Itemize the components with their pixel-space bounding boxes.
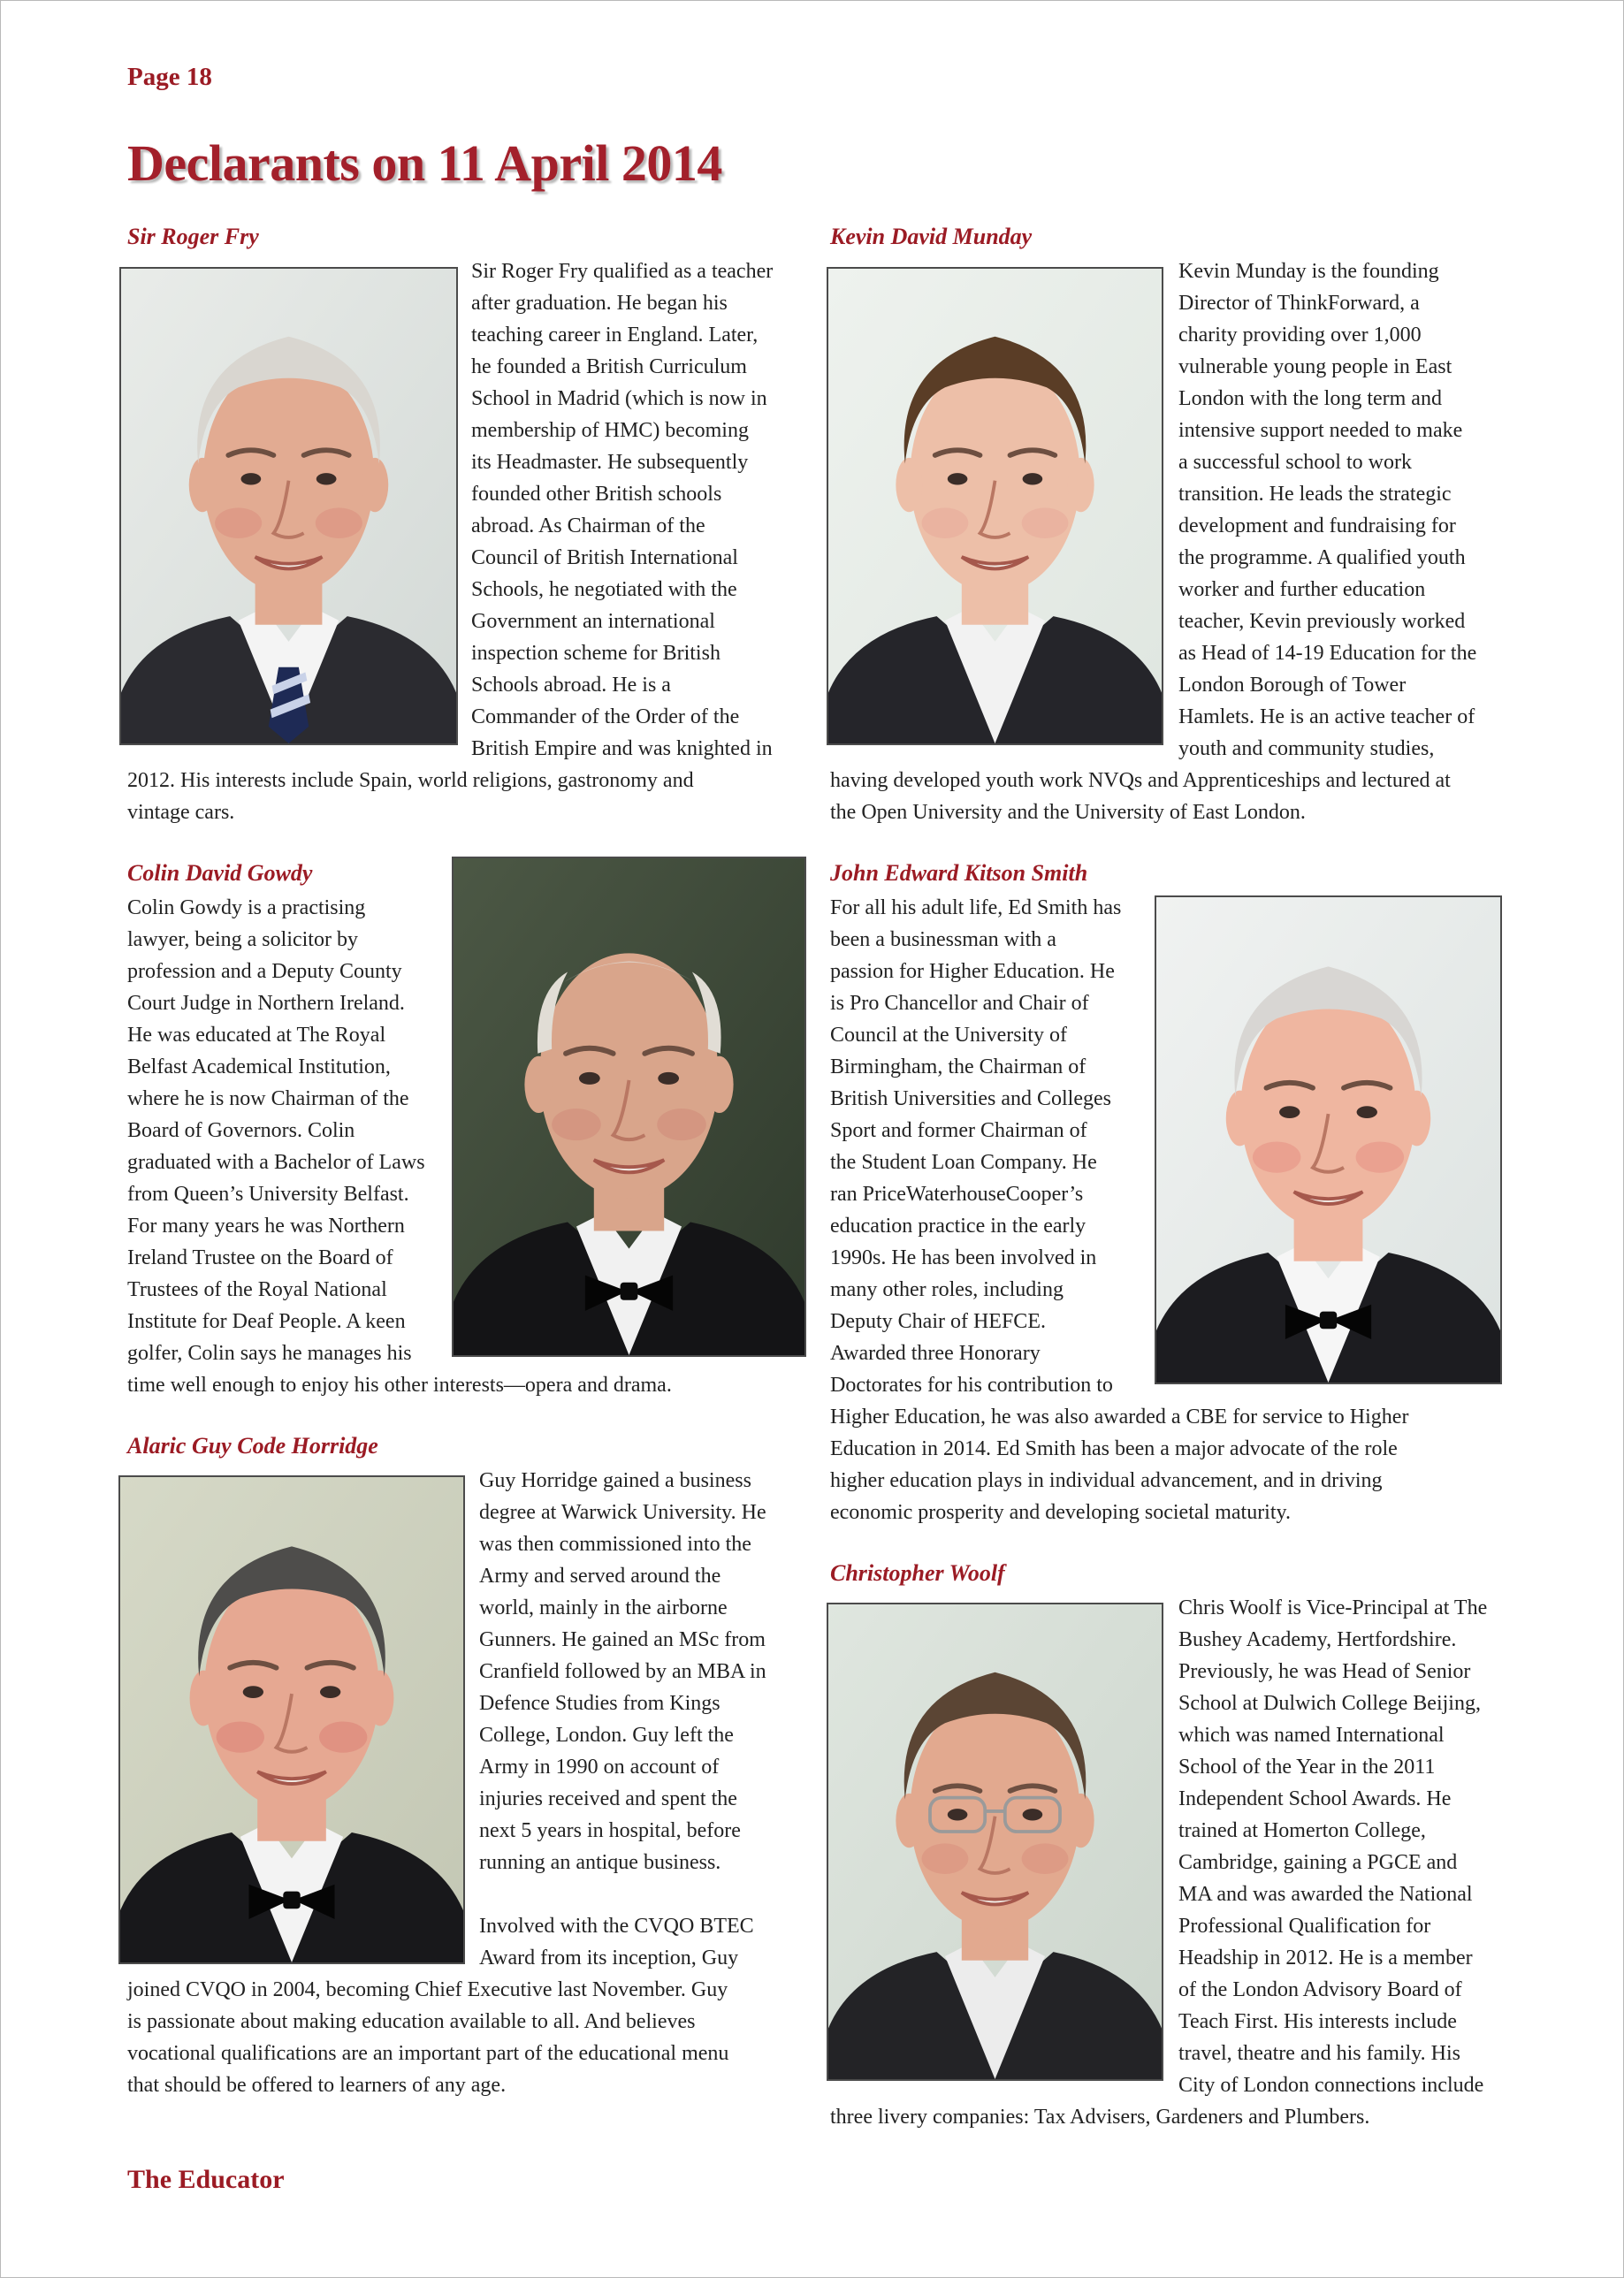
bio-line: transition. He leads the strategic (1178, 483, 1452, 506)
bio-line: the Open University and the University of East London. (830, 801, 1306, 824)
bio-line: Schools abroad. He is a (471, 674, 671, 697)
profile-name: Kevin David Munday (830, 224, 1033, 249)
bio-line: Director of ThinkForward, a (1178, 292, 1420, 315)
bio-line: Board of Governors. Colin (127, 1119, 355, 1142)
bio-line: from Queen’s University Belfast. (127, 1183, 409, 1206)
bio-line: Sport and former Chairman of (830, 1119, 1087, 1142)
bio-line: Bushey Academy, Hertfordshire. (1178, 1628, 1457, 1651)
bio-line: founded other British schools (471, 483, 722, 506)
bio-line: is Pro Chancellor and Chair of (830, 992, 1089, 1015)
bio-line: Teach First. His interests include (1178, 2010, 1457, 2033)
bio-line: Belfast Academical Institution, (127, 1055, 391, 1078)
bio-line: Trustees of the Royal National (127, 1278, 387, 1301)
bio-line: where he is now Chairman of the (127, 1087, 409, 1110)
bio-line: the Student Loan Company. He (830, 1151, 1097, 1174)
bio-line: vocational qualifications are an important part of the educational menu (127, 2042, 729, 2065)
bio-line: vintage cars. (127, 801, 235, 824)
publication-footer: The Educator (127, 2165, 285, 2194)
portrait-photo (827, 267, 1163, 745)
bio-line: Gunners. He gained an MSc from (479, 1628, 766, 1651)
bio-line: charity providing over 1,000 (1178, 324, 1422, 347)
bio-line: abroad. As Chairman of the (471, 514, 705, 537)
bio-line: Chris Woolf is Vice-Principal at The (1178, 1596, 1488, 1619)
bio-line: Commander of the Order of the (471, 705, 740, 728)
bio-line: Guy Horridge gained a business (479, 1469, 751, 1492)
bio-line: which was named International (1178, 1724, 1445, 1747)
bio-line: having developed youth work NVQs and Apprenticeships and lectured at (830, 769, 1451, 792)
bio-line: a successful school to work (1178, 451, 1412, 474)
portrait-photo (827, 1603, 1163, 2081)
bio-line: Independent School Awards. He (1178, 1787, 1452, 1810)
portrait-photo (119, 267, 458, 745)
bio-line: Education in 2014. Ed Smith has been a major advocate of the role (830, 1437, 1398, 1460)
bio-line: is passionate about making education available to all. And believes (127, 2010, 696, 2033)
bio-line: was then commissioned into the (479, 1533, 751, 1556)
bio-line: Army and served around the (479, 1565, 721, 1588)
bio-line: three livery companies: Tax Advisers, Gardeners and Plumbers. (830, 2106, 1370, 2129)
bio-line: teacher, Kevin previously worked (1178, 610, 1466, 633)
bio-line: intensive support needed to make (1178, 419, 1463, 442)
bio-line: teaching career in England. Later, (471, 324, 759, 347)
bio-line: world, mainly in the airborne (479, 1596, 728, 1619)
bio-line: For all his adult life, Ed Smith has (830, 896, 1122, 919)
bio-line: after graduation. He began his (471, 292, 728, 315)
bio-line: membership of HMC) becoming (471, 419, 749, 442)
bio-line: vulnerable young people in East (1178, 355, 1452, 378)
bio-line: 1990s. He has been involved in (830, 1246, 1097, 1269)
bio-line: MA and was awarded the National (1178, 1883, 1473, 1906)
bio-line: been a businessman with a (830, 928, 1056, 951)
bio-line: Court Judge in Northern Ireland. (127, 992, 405, 1015)
profile-name: Christopher Woolf (830, 1560, 1005, 1586)
bio-line: Council at the University of (830, 1024, 1067, 1047)
bio-line: Award from its inception, Guy (479, 1947, 739, 1969)
bio-line: London Borough of Tower (1178, 674, 1407, 697)
bio-line: Kevin Munday is the founding (1178, 260, 1439, 283)
bio-line: British Empire and was knighted in (471, 737, 773, 760)
bio-line: golfer, Colin says he manages his (127, 1342, 412, 1365)
bio-line: Hamlets. He is an active teacher of (1178, 705, 1475, 728)
bio-line: passion for Higher Education. He (830, 960, 1115, 983)
bio-line: worker and further education (1178, 578, 1426, 601)
bio-line: as Head of 14-19 Education for the (1178, 642, 1477, 665)
bio-line: Higher Education, he was also awarded a CBE for service to Higher (830, 1406, 1409, 1429)
bio-line: Birmingham, the Chairman of (830, 1055, 1086, 1078)
bio-line: Cranfield followed by an MBA in (479, 1660, 766, 1683)
bio-line: Council of British International (471, 546, 738, 569)
profile-name: Alaric Guy Code Horridge (127, 1433, 378, 1459)
bio-line: its Headmaster. He subsequently (471, 451, 749, 474)
bio-line: Deputy Chair of HEFCE. (830, 1310, 1046, 1333)
bio-line: graduated with a Bachelor of Laws (127, 1151, 425, 1174)
bio-line: degree at Warwick University. He (479, 1501, 766, 1524)
bio-line: of the London Advisory Board of (1178, 1978, 1462, 2001)
bio-line: For many years he was Northern (127, 1215, 405, 1238)
profile-name: Sir Roger Fry (127, 224, 259, 249)
page-number: Page 18 (127, 63, 212, 91)
bio-line: Professional Qualification for (1178, 1915, 1431, 1938)
bio-line: Colin Gowdy is a practising (127, 896, 366, 919)
bio-line: lawyer, being a solicitor by (127, 928, 358, 951)
bio-line: School in Madrid (which is now in (471, 387, 767, 410)
bio-line: Defence Studies from Kings (479, 1692, 721, 1715)
bio-line: Doctorates for his contribution to (830, 1374, 1113, 1397)
bio-line: Army in 1990 on account of (479, 1756, 720, 1779)
bio-line: many other roles, including (830, 1278, 1064, 1301)
bio-line: Sir Roger Fry qualified as a teacher (471, 260, 774, 283)
bio-line: 2012. His interests include Spain, world religions, gastronomy and (127, 769, 694, 792)
bio-line: running an antique business. (479, 1851, 721, 1874)
bio-line: City of London connections include (1178, 2074, 1484, 2097)
bio-line: School of the Year in the 2011 (1178, 1756, 1436, 1779)
profile-name: Colin David Gowdy (127, 860, 313, 886)
bio-line: next 5 years in hospital, before (479, 1819, 741, 1842)
bio-line: economic prosperity and developing societal maturity. (830, 1501, 1291, 1524)
bio-line: School at Dulwich College Beijing, (1178, 1692, 1481, 1715)
bio-line: time well enough to enjoy his other interests—opera and drama. (127, 1374, 672, 1397)
bio-line: trained at Homerton College, (1178, 1819, 1426, 1842)
bio-line: Awarded three Honorary (830, 1342, 1041, 1365)
page-title: Declarants on 11 April 2014 (127, 134, 722, 192)
bio-line: injuries received and spent the (479, 1787, 737, 1810)
bio-line: Headship in 2012. He is a member (1178, 1947, 1473, 1969)
bio-line: ran PriceWaterhouseCooper’s (830, 1183, 1084, 1206)
bio-line: Government an international (471, 610, 715, 633)
bio-line: joined CVQO in 2004, becoming Chief Executive last November. Guy (127, 1978, 728, 2001)
portrait-photo (1155, 895, 1502, 1384)
bio-line: He was educated at The Royal (127, 1024, 386, 1047)
bio-line: British Universities and Colleges (830, 1087, 1111, 1110)
bio-line: he founded a British Curriculum (471, 355, 747, 378)
bio-line: education practice in the early (830, 1215, 1086, 1238)
bio-line: the programme. A qualified youth (1178, 546, 1466, 569)
bio-line: that should be offered to learners of any age. (127, 2074, 507, 2097)
bio-line: development and fundraising for (1178, 514, 1456, 537)
bio-line: youth and community studies, (1178, 737, 1435, 760)
bio-line: Previously, he was Head of Senior (1178, 1660, 1471, 1683)
bio-line: profession and a Deputy County (127, 960, 402, 983)
bio-line: Cambridge, gaining a PGCE and (1178, 1851, 1458, 1874)
bio-line: College, London. Guy left the (479, 1724, 734, 1747)
portrait-photo (452, 857, 806, 1357)
bio-line: inspection scheme for British (471, 642, 721, 665)
bio-line: Ireland Trustee on the Board of (127, 1246, 393, 1269)
bio-line: higher education plays in individual advancement, and in driving (830, 1469, 1383, 1492)
profile-name: John Edward Kitson Smith (830, 860, 1088, 886)
bio-line: London with the long term and (1178, 387, 1442, 410)
bio-line: travel, theatre and his family. His (1178, 2042, 1461, 2065)
bio-line: Involved with the CVQO BTEC (479, 1915, 754, 1938)
portrait-photo (118, 1475, 465, 1964)
bio-line: Institute for Deaf People. A keen (127, 1310, 406, 1333)
bio-line: Schools, he negotiated with the (471, 578, 737, 601)
